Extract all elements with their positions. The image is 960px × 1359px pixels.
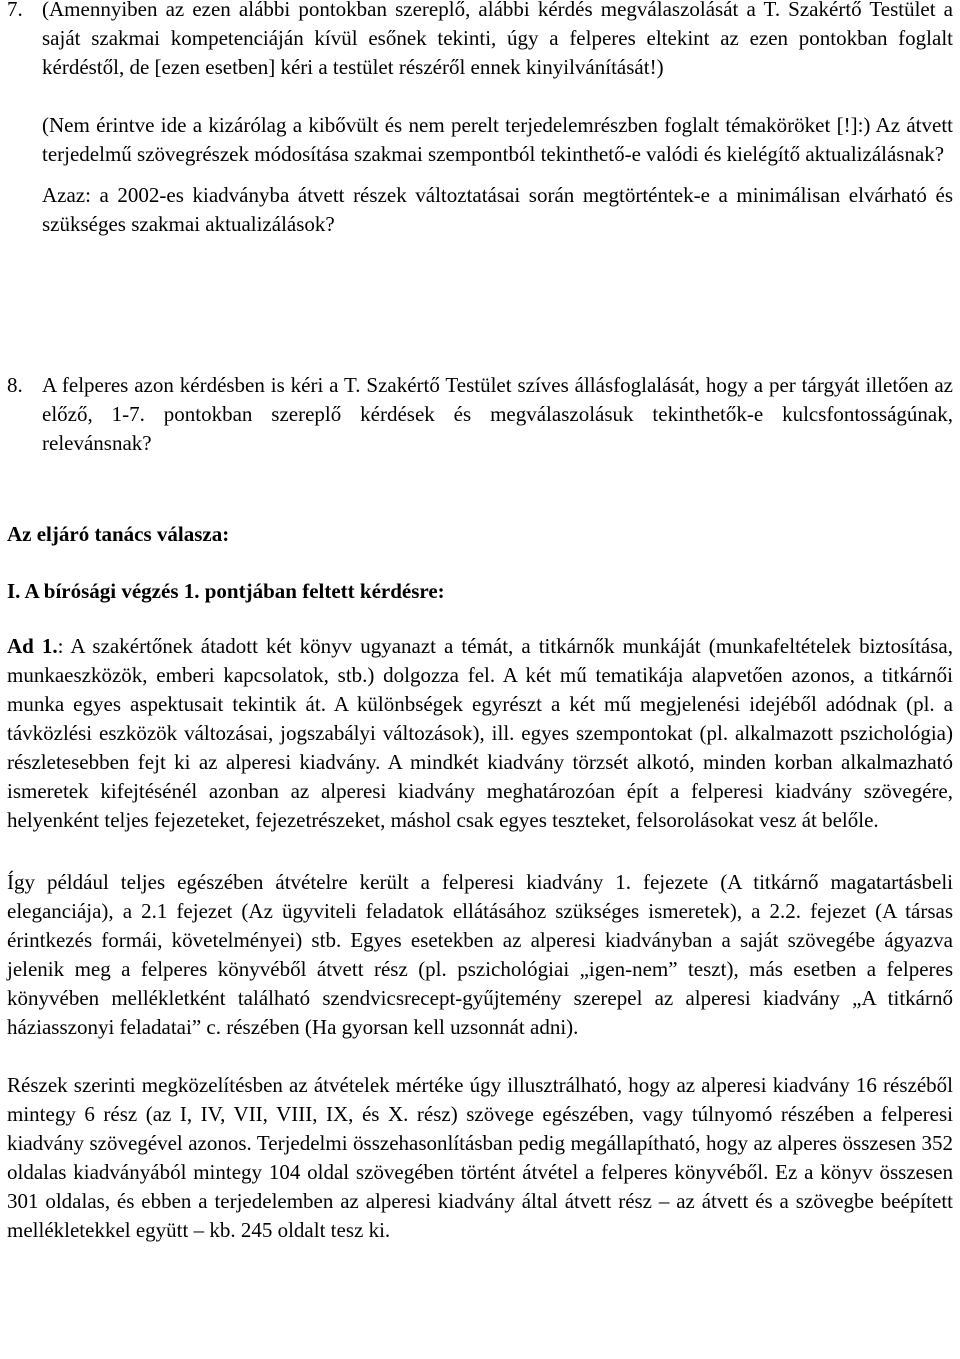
ad-1-paragraph-1 (7, 632, 953, 835)
ad-1-label: Ad 1. (7, 634, 58, 658)
item-7-question: (Amennyiben az ezen alábbi pontokban szereplő, alábbi kérdés megválaszolását a T. Szakértő Testület a saját szakmai kompetenciáján kívül esőnek tekinti, úgy a felperes eltekint az ezen pontokban foglalt kérdéstől, de [ezen esetben] kéri a testület részéről ennek kinyilvánítását!) (42, 0, 953, 79)
item-8 (7, 371, 953, 458)
council-answer-heading: Az eljáró tanács válasza: (7, 522, 230, 546)
item-7-number: 7. (7, 0, 23, 21)
section-one-heading: I. A bírósági végzés 1. pontjában feltett kérdésre: (7, 579, 445, 603)
ad-1-block (7, 632, 953, 1245)
ad-1-paragraph-2: Így például teljes egészében átvételre került a felperesi kiadvány 1. fejezete (A titkárnő magatartásbeli eleganciája), a 2.1 fejezet (Az ügyviteli feladatok ellátásához szükséges ismeretek), a 2.2. fejezet (A társas érintkezés formái, követelményei) stb. Egyes esetekben az alperesi kiadványban a saját szövegébe ágyazva jelenik meg a felperes könyvéből átvett rész (pl. pszichológiai „igen-nem” teszt), más esetben a felperes könyvében mellékletként található szendvicsrecept-gyűjtemény szerepel az alperesi kiadvány „A titkárnő háziasszonyi feladatai” c. részében (Ha gyorsan kell uzsonnát adni). (7, 870, 953, 1039)
item-7-paragraph-2: (Nem érintve ide a kizárólag a kibővült és nem perelt terjedelemrészben foglalt témaköröket [!]:) Az átvett terjedelmű szövegrészek módosítása szakmai szempontból tekinthető-e valódi és kielégítő aktualizálásnak? (42, 113, 953, 166)
item-7 (7, 0, 953, 239)
item-8-number: 8. (7, 373, 23, 397)
item-8-question: A felperes azon kérdésben is kéri a T. Szakértő Testület szíves állásfoglalását, hogy a per tárgyát illetően az előző, 1-7. pontokban szereplő kérdések és megválaszolásuk tekinthetők-e kulcsfontosságúnak, relevánsnak? (42, 373, 953, 455)
item-7-paragraph-3: Azaz: a 2002-es kiadványba átvett részek változtatásai során megtörténtek-e a minimálisan elvárható és szükséges szakmai aktualizálások? (42, 183, 953, 236)
ad-1-paragraph-1-text: : A szakértőnek átadott két könyv ugyanazt a témát, a titkárnők munkáját (munkafeltételek biztosítása, munkaeszközök, emberi kapcsolatok, stb.) dolgozza fel. A két mű tematikája alapvetően azonos, a titkárnői munka egyes aspektusait tekintik át. A különbségek egyrészt a két mű megjelenési idejéből adódnak (pl. a távközlési eszközök változásai, jogszabályi változások), ill. egyes szempontokat (pl. alkalmazott pszichológia) részletesebben fejt ki az alperesi kiadvány. A mindkét kiadvány törzsét alkotó, minden korban alkalmazható ismeretek kifejtésénél azonban az alperesi kiadvány meghatározóan épít a felperesi kiadvány szövegére, helyenként teljes fejezeteket, fejezetrészeket, máshol csak egyes teszteket, felsorolásokat vesz át belőle. (7, 634, 953, 832)
ad-1-paragraph-3: Részek szerinti megközelítésben az átvételek mértéke úgy illusztrálható, hogy az alperesi kiadvány 16 részéből mintegy 6 rész (az I, IV, VII, VIII, IX, és X. rész) szövege egészében, vagy túlnyomó részében a felperesi kiadvány szövegével azonos. Terjedelmi összehasonlításban pedig megállapítható, hogy az alperes összesen 352 oldalas kiadványából mintegy 104 oldal szövegében történt átvétel a felperes könyvéből. Ez a könyv összesen 301 oldalas, és ebben a terjedelemben az alperesi kiadvány által átvett rész – az átvett és a szövegbe beépített mellékletekkel együtt – kb. 245 oldalt tesz ki. (7, 1073, 953, 1242)
